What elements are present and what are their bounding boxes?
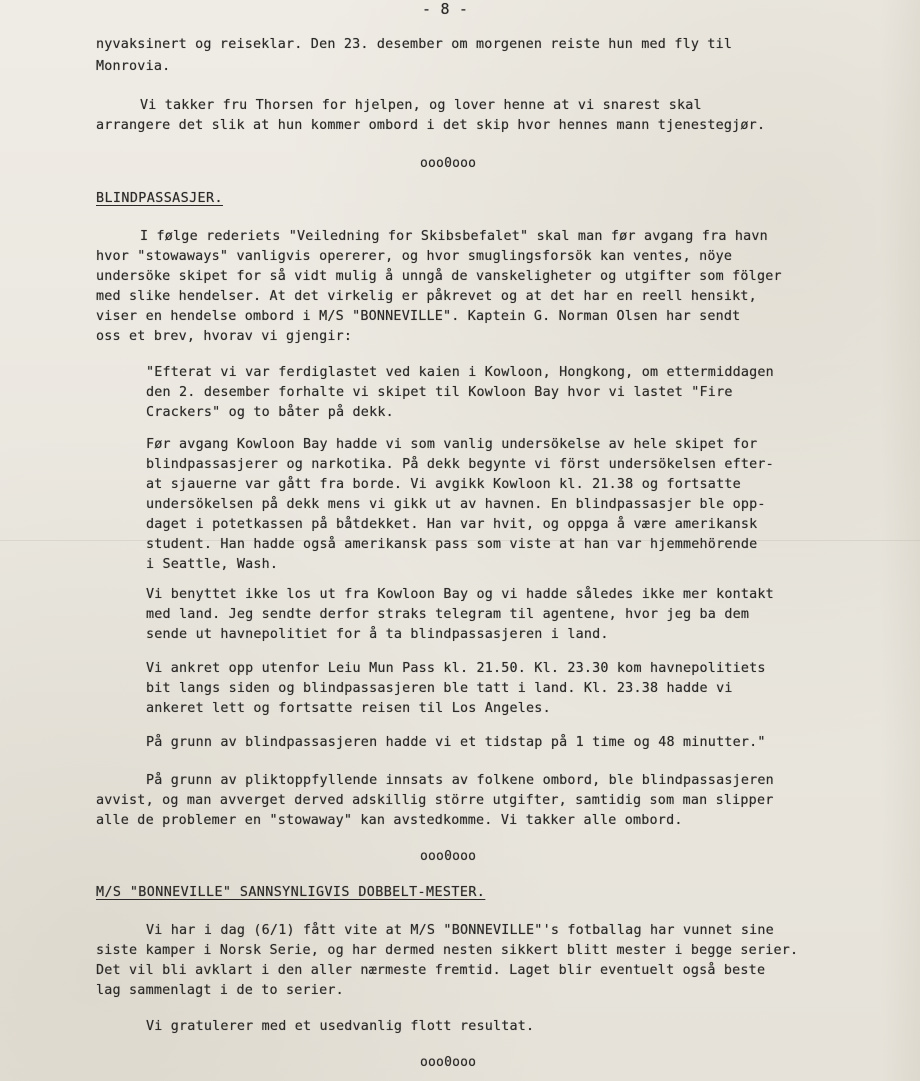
quote-line: Før avgang Kowloon Bay hadde vi som vanlig undersökelse av hele skipet for [146,437,758,452]
page-number: - 8 - [422,0,469,18]
quote-line: ankeret lett og fortsatte reisen til Los Angeles. [146,701,551,716]
text-line: Monrovia. [96,59,171,74]
quote-line: undersökelsen på dekk mens vi gikk ut av havnen. En blindpassasjer ble opp- [146,497,766,512]
text-line: lag sammenlagt i de to serier. [96,983,344,998]
quote-line: "Efterat vi var ferdiglastet ved kaien i Kowloon, Hongkong, om ettermiddagen [146,365,774,380]
quote-line: Vi benyttet ikke los ut fra Kowloon Bay og vi hadde således ikke mer kontakt [146,587,774,602]
text-line: hvor "stowaways" vanligvis opererer, og hvor smuglingsforsök kan ventes, nöye [96,249,733,264]
text-line: Vi har i dag (6/1) fått vite at M/S "BONNEVILLE"'s fotballag har vunnet sine [146,923,774,938]
text-line: siste kamper i Norsk Serie, og har dermed nesten sikkert blitt mester i begge serier. [96,943,799,958]
text-line: viser en hendelse ombord i M/S "BONNEVILLE". Kaptein G. Norman Olsen har sendt [96,309,741,324]
section-heading-blindpassasjer: BLINDPASSASJER. [96,191,223,206]
text-line: I følge rederiets "Veiledning for Skibsbefalet" skal man før avgang fra havn [140,229,768,244]
quote-line: med land. Jeg sendte derfor straks telegram til agentene, hvor jeg ba dem [146,607,750,622]
text-line: avvist, og man avverget derved adskillig större utgifter, samtidig som man slipper [96,793,774,808]
text-line: med slike hendelser. At det virkelig er påkrevet og at det har en reell hensikt, [96,289,757,304]
quote-line: daget i potetkassen på båtdekket. Han var hvit, og oppga å være amerikansk [146,517,758,532]
section-separator: ooo0ooo [420,156,477,171]
section-separator: ooo0ooo [420,849,477,864]
quote-line: den 2. desember forhalte vi skipet til Kowloon Bay hvor vi lastet "Fire [146,385,733,400]
text-line: nyvaksinert og reiseklar. Den 23. desember om morgenen reiste hun med fly til [96,37,733,52]
paper-edge-shadow [880,0,920,1081]
quote-line: sende ut havnepolitiet for å ta blindpassasjeren i land. [146,627,609,642]
quote-line: student. Han hadde også amerikansk pass som viste at han var hjemmehörende [146,537,758,552]
text-line: undersöke skipet for så vidt mulig å unngå de vanskeligheter og utgifter som fölger [96,269,782,284]
quote-line: bit langs siden og blindpassasjeren ble tatt i land. Kl. 23.38 hadde vi [146,681,733,696]
quote-line: På grunn av blindpassasjeren hadde vi et tidstap på 1 time og 48 minutter." [146,735,766,750]
quote-line: at sjauerne var gått fra borde. Vi avgikk Kowloon kl. 21.38 og fortsatte [146,477,741,492]
text-line: arrangere det slik at hun kommer ombord i det skip hvor hennes mann tjenestegjør. [96,118,766,133]
quote-line: blindpassasjerer og narkotika. På dekk begynte vi först undersökelsen efter- [146,457,774,472]
section-separator: ooo0ooo [420,1055,477,1070]
quote-line: i Seattle, Wash. [146,557,279,572]
text-line: alle de problemer en "stowaway" kan avstedkomme. Vi takker alle ombord. [96,813,683,828]
text-line: Det vil bli avklart i den aller nærmeste fremtid. Laget blir eventuelt også beste [96,963,766,978]
text-line: oss et brev, hvorav vi gjengir: [96,329,353,344]
section-heading-bonneville: M/S "BONNEVILLE" SANNSYNLIGVIS DOBBELT-MESTER. [96,885,486,900]
text-line: Vi takker fru Thorsen for hjelpen, og lover henne at vi snarest skal [140,98,702,113]
text-line: På grunn av pliktoppfyllende innsats av folkene ombord, ble blindpassasjeren [146,773,774,788]
text-line: Vi gratulerer med et usedvanlig flott resultat. [146,1019,535,1034]
quote-line: Vi ankret opp utenfor Leiu Mun Pass kl. 21.50. Kl. 23.30 kom havnepolitiets [146,661,766,676]
quote-line: Crackers" og to båter på dekk. [146,405,394,420]
